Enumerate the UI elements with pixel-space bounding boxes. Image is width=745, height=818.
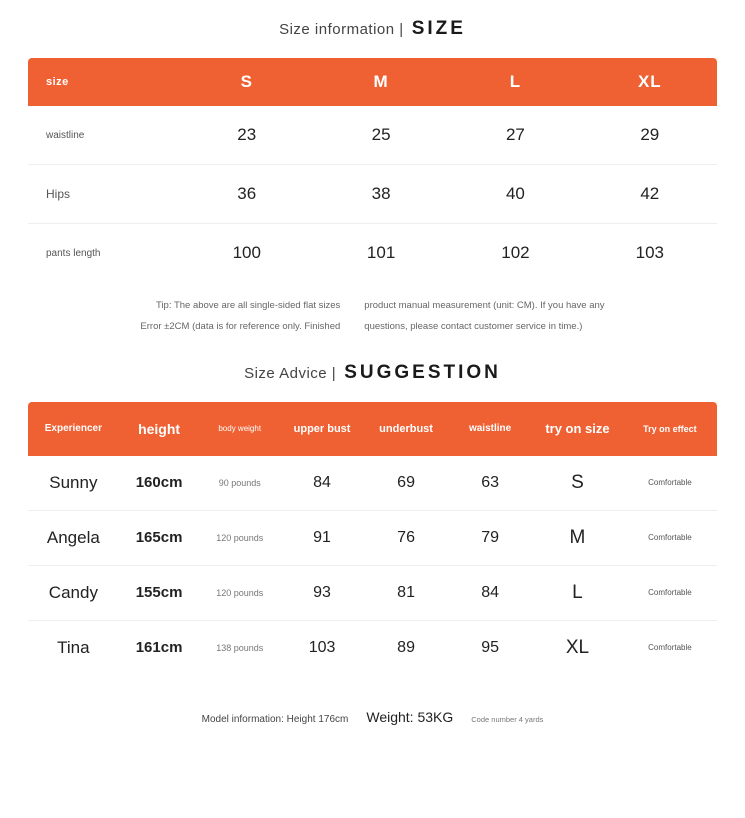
advice-row-underbust: 81: [364, 565, 448, 620]
model-footer: [0, 709, 745, 725]
size-table-header-m: M: [314, 58, 448, 106]
advice-header-try-on-size: try on size: [532, 402, 623, 456]
advice-section-title-lead: Size Advice |: [244, 364, 337, 382]
advice-row-waistline: 63: [448, 456, 532, 511]
size-row-waistline-xl: 29: [583, 106, 717, 165]
advice-row-weight: 120 pounds: [199, 565, 280, 620]
size-row-pants-length-m: 101: [314, 224, 448, 283]
size-table: [28, 58, 717, 282]
size-row-label-waistline: waistline: [28, 106, 180, 165]
size-tip-right-line2: questions, please contact customer service in time.): [364, 320, 583, 332]
advice-row-effect: Comfortable: [623, 510, 717, 565]
advice-row-upper-bust: 91: [280, 510, 364, 565]
advice-row-effect: Comfortable: [623, 565, 717, 620]
size-row-waistline-s: 23: [180, 106, 314, 165]
size-tip-right-column: [364, 296, 604, 338]
table-row: [28, 456, 717, 511]
size-tip-note: [28, 296, 717, 338]
advice-section-title-main: SUGGESTION: [344, 361, 501, 383]
advice-row-waistline: 95: [448, 620, 532, 675]
advice-header-try-on-effect: Try on effect: [623, 402, 717, 456]
size-row-label-pants-length: pants length: [28, 224, 180, 283]
advice-row-weight: 120 pounds: [199, 510, 280, 565]
table-header-row: [28, 58, 717, 106]
model-code-text: Code number 4 yards: [471, 714, 544, 724]
size-tip-left-line1: Tip: The above are all single-sided flat sizes: [156, 300, 341, 311]
table-header-row: [28, 402, 717, 456]
advice-section-title: [0, 362, 745, 384]
advice-table-container: [28, 402, 717, 675]
advice-header-waistline: waistline: [448, 402, 532, 456]
advice-row-effect: Comfortable: [623, 456, 717, 511]
advice-row-upper-bust: 93: [280, 565, 364, 620]
advice-row-waistline: 79: [448, 510, 532, 565]
size-tip-right-line1: product manual measurement (unit: CM). If you have any: [364, 300, 605, 311]
advice-row-effect: Comfortable: [623, 620, 717, 675]
advice-header-upper-bust: upper bust: [280, 402, 364, 456]
table-row: [28, 620, 717, 675]
size-table-head: [28, 58, 717, 106]
size-table-body: [28, 106, 717, 282]
size-tip-left-line2: Error ±2CM (data is for reference only. Finished: [140, 320, 341, 332]
advice-row-name: Angela: [28, 510, 119, 565]
advice-header-body-weight: body weight: [199, 402, 280, 456]
size-section-title-main: SIZE: [411, 18, 466, 39]
size-row-waistline-m: 25: [314, 106, 448, 165]
size-row-waistline-l: 27: [448, 106, 582, 165]
advice-row-height: 161cm: [119, 620, 200, 675]
advice-row-underbust: 69: [364, 456, 448, 511]
table-row: [28, 224, 717, 283]
size-row-label-hips: Hips: [28, 165, 180, 224]
size-section-title-lead: Size information |: [279, 21, 404, 38]
size-row-hips-m: 38: [314, 165, 448, 224]
advice-row-size: S: [532, 456, 623, 511]
size-row-hips-s: 36: [180, 165, 314, 224]
advice-header-underbust: underbust: [364, 402, 448, 456]
size-chart-page: [0, 18, 745, 818]
size-table-header-label: size: [28, 58, 180, 106]
advice-row-waistline: 84: [448, 565, 532, 620]
size-tip-left-column: [140, 296, 340, 338]
size-section-title: [0, 18, 745, 40]
advice-row-weight: 90 pounds: [199, 456, 280, 511]
advice-header-height: height: [119, 402, 200, 456]
advice-row-name: Tina: [28, 620, 119, 675]
size-row-hips-xl: 42: [583, 165, 717, 224]
advice-row-underbust: 76: [364, 510, 448, 565]
advice-table: [28, 402, 717, 675]
advice-row-name: Sunny: [28, 456, 119, 511]
model-info-text: Model information: Height 176cm: [201, 713, 349, 725]
size-row-pants-length-s: 100: [180, 224, 314, 283]
advice-row-height: 160cm: [119, 456, 200, 511]
size-row-pants-length-xl: 103: [583, 224, 717, 283]
advice-row-height: 165cm: [119, 510, 200, 565]
size-table-header-s: S: [180, 58, 314, 106]
advice-row-height: 155cm: [119, 565, 200, 620]
advice-row-size: L: [532, 565, 623, 620]
advice-table-head: [28, 402, 717, 456]
table-row: [28, 106, 717, 165]
size-table-header-l: L: [448, 58, 582, 106]
advice-row-underbust: 89: [364, 620, 448, 675]
table-row: [28, 565, 717, 620]
size-table-header-xl: XL: [583, 58, 717, 106]
advice-header-experiencer: Experiencer: [28, 402, 119, 456]
advice-table-body: [28, 456, 717, 675]
size-table-container: [28, 58, 717, 282]
advice-row-size: M: [532, 510, 623, 565]
table-row: [28, 165, 717, 224]
advice-row-upper-bust: 103: [280, 620, 364, 675]
table-row: [28, 510, 717, 565]
advice-row-upper-bust: 84: [280, 456, 364, 511]
size-row-pants-length-l: 102: [448, 224, 582, 283]
advice-row-weight: 138 pounds: [199, 620, 280, 675]
advice-row-name: Candy: [28, 565, 119, 620]
advice-row-size: XL: [532, 620, 623, 675]
model-weight-text: Weight: 53KG: [366, 708, 454, 725]
size-row-hips-l: 40: [448, 165, 582, 224]
